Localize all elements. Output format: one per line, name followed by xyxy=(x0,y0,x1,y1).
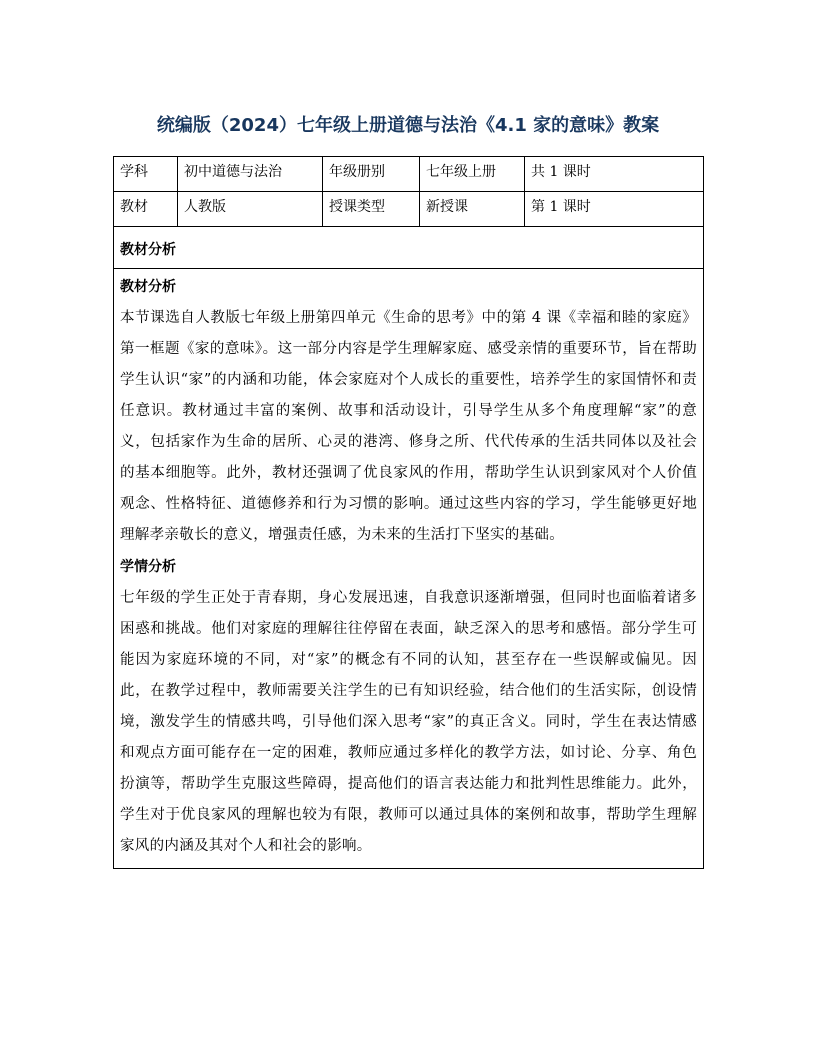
grade-label: 年级册别 xyxy=(323,157,420,192)
textbook-label: 教材 xyxy=(114,192,178,227)
analysis-content xyxy=(114,269,704,869)
content-row xyxy=(114,269,704,869)
lesson-number: 第 1 课时 xyxy=(525,192,704,227)
lesson-type-label: 授课类型 xyxy=(323,192,420,227)
section-header-row xyxy=(114,227,704,269)
info-row-1 xyxy=(114,157,704,192)
textbook-value: 人教版 xyxy=(178,192,323,227)
grade-value: 七年级上册 xyxy=(420,157,525,192)
section-header: 教材分析 xyxy=(114,227,704,269)
subject-value: 初中道德与法治 xyxy=(178,157,323,192)
total-lessons: 共 1 课时 xyxy=(525,157,704,192)
subject-label: 学科 xyxy=(114,157,178,192)
lesson-plan-table xyxy=(113,156,704,869)
lesson-type-value: 新授课 xyxy=(420,192,525,227)
student-analysis-text: 七年级的学生正处于青春期，身心发展迅速，自我意识逐渐增强，但同时也面临着诸多困惑和挑战。他们对家庭的理解往往停留在表面，缺乏深入的思考和感悟。部分学生可能因为家庭环境的不同，对“家”的概念有不同的认知，甚至存在一些误解或偏见。因此，在教学过程中，教师需要关注学生的已有知识经验，结合他们的生活实际，创设情境，激发学生的情感共鸣，引导他们深入思考“家”的真正含义。同时，学生在表达情感和观点方面可能存在一定的困难，教师应通过多样化的教学方法，如讨论、分享、角色扮演等，帮助学生克服这些障碍，提高他们的语言表达能力和批判性思维能力。此外，学生对于优良家风的理解也较为有限，教师可以通过具体的案例和故事，帮助学生理解家风的内涵及其对个人和社会的影响。 xyxy=(120,590,697,854)
info-row-2 xyxy=(114,192,704,227)
material-analysis-heading: 教材分析 xyxy=(120,279,176,295)
material-analysis-text: 本节课选自人教版七年级上册第四单元《生命的思考》中的第 4 课《幸福和睦的家庭》第一框题《家的意味》。这一部分内容是学生理解家庭、感受亲情的重要环节，旨在帮助学生认识“家”的内涵和功能，体会家庭对个人成长的重要性，培养学生的家国情怀和责任意识。教材通过丰富的案例、故事和活动设计，引导学生从多个角度理解“家”的意义，包括家作为生命的居所、心灵的港湾、修身之所、代代传承的生活共同体以及社会的基本细胞等。此外，教材还强调了优良家风的作用，帮助学生认识到家风对个人价值观念、性格特征、道德修养和行为习惯的影响。通过这些内容的学习，学生能够更好地理解孝亲敬长的意义，增强责任感，为未来的生活打下坚实的基础。 xyxy=(120,310,697,543)
document-title: 统编版（2024）七年级上册道德与法治《4.1 家的意味》教案 xyxy=(156,115,660,136)
student-analysis-heading: 学情分析 xyxy=(120,559,176,575)
